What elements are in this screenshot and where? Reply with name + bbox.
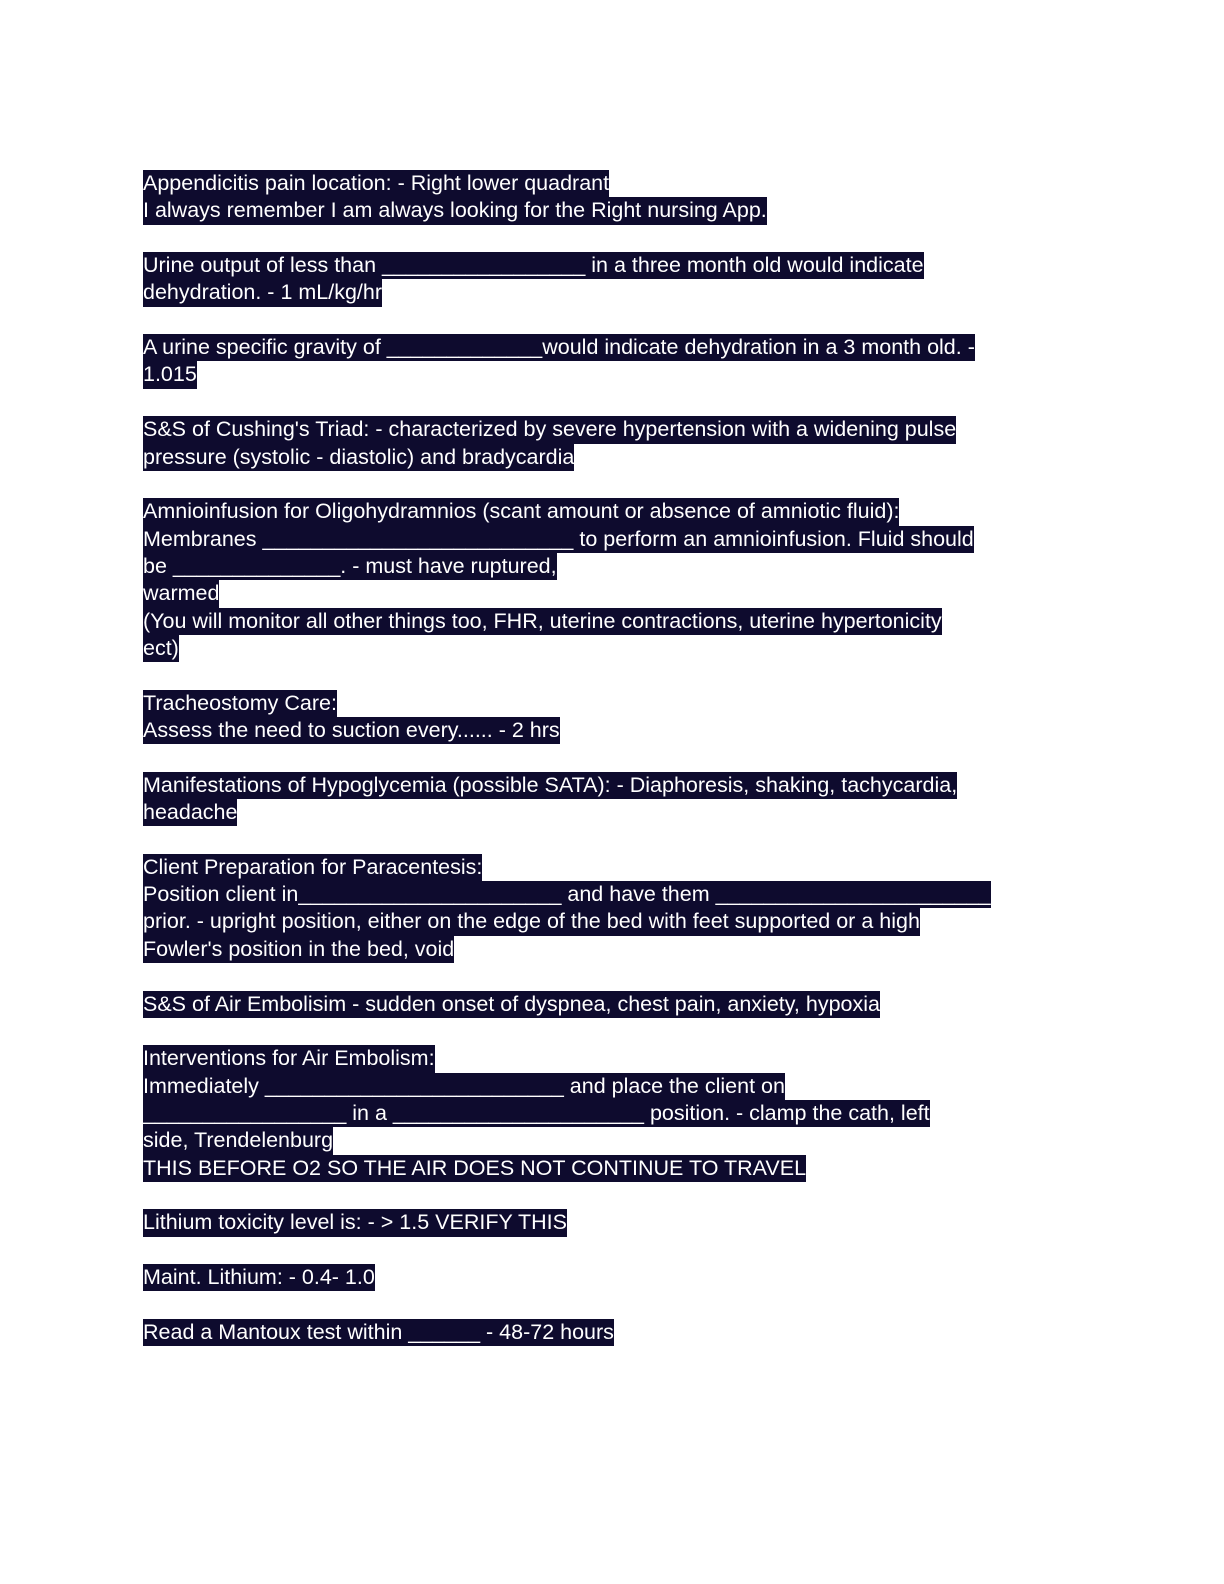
highlighted-text[interactable]: Membranes __________________________ to perform an amnioinfusion. Fluid should (143, 526, 974, 553)
highlighted-text[interactable]: I always remember I am always looking for the Right nursing App. (143, 197, 767, 224)
note-line (143, 772, 1083, 799)
note-line (143, 197, 1083, 224)
note-specific-gravity (143, 334, 1083, 389)
highlighted-text[interactable]: pressure (systolic - diastolic) and bradycardia (143, 444, 574, 471)
note-line (143, 1209, 1083, 1236)
note-line (143, 444, 1083, 471)
note-lithium-maintenance (143, 1264, 1083, 1291)
highlighted-text[interactable]: S&S of Cushing's Triad: - characterized by severe hypertension with a widening pulse (143, 416, 956, 443)
note-line (143, 553, 1083, 580)
note-line (143, 1045, 1083, 1072)
note-line (143, 908, 1083, 935)
note-line (143, 635, 1083, 662)
highlighted-text[interactable]: Lithium toxicity level is: - > 1.5 VERIFY THIS (143, 1209, 567, 1236)
note-line (143, 991, 1083, 1018)
note-line (143, 580, 1083, 607)
highlighted-text[interactable]: Amnioinfusion for Oligohydramnios (scant amount or absence of amniotic fluid): (143, 498, 899, 525)
note-line (143, 690, 1083, 717)
note-line (143, 881, 1083, 908)
note-hypoglycemia (143, 772, 1083, 827)
highlighted-text[interactable]: (You will monitor all other things too, FHR, uterine contractions, uterine hypertonicity (143, 608, 942, 635)
note-line (143, 1100, 1083, 1127)
note-line (143, 1264, 1083, 1291)
note-mantoux-test (143, 1319, 1083, 1346)
note-line (143, 936, 1083, 963)
note-urine-output (143, 252, 1083, 307)
note-line (143, 799, 1083, 826)
note-line (143, 1155, 1083, 1182)
highlighted-text[interactable]: 1.015 (143, 361, 197, 388)
highlighted-text[interactable]: Read a Mantoux test within ______ - 48-72 hours (143, 1319, 614, 1346)
highlighted-text[interactable]: Urine output of less than _________________ in a three month old would indicate (143, 252, 924, 279)
note-line (143, 252, 1083, 279)
highlighted-text[interactable]: prior. - upright position, either on the edge of the bed with feet supported or a high (143, 908, 920, 935)
note-paracentesis (143, 854, 1083, 963)
note-air-embolism-signs (143, 991, 1083, 1018)
highlighted-text[interactable]: _________________ in a _____________________ position. - clamp the cath, left (143, 1100, 930, 1127)
note-line (143, 170, 1083, 197)
note-line (143, 416, 1083, 443)
note-cushings-triad (143, 416, 1083, 471)
highlighted-text[interactable]: Client Preparation for Paracentesis: (143, 854, 482, 881)
note-amnioinfusion (143, 498, 1083, 662)
note-line (143, 1319, 1083, 1346)
document-page (143, 170, 1083, 1374)
highlighted-text[interactable]: be ______________. - must have ruptured, (143, 553, 557, 580)
highlighted-text[interactable]: dehydration. - 1 mL/kg/hr (143, 279, 382, 306)
note-line (143, 279, 1083, 306)
highlighted-text[interactable]: Immediately _________________________ and place the client on (143, 1073, 785, 1100)
highlighted-text[interactable]: ect) (143, 635, 179, 662)
highlighted-text[interactable]: side, Trendelenburg (143, 1127, 333, 1154)
note-appendicitis (143, 170, 1083, 225)
highlighted-text[interactable]: Interventions for Air Embolism: (143, 1045, 435, 1072)
highlighted-text[interactable]: Tracheostomy Care: (143, 690, 337, 717)
highlighted-text[interactable]: warmed (143, 580, 219, 607)
note-air-embolism-interventions (143, 1045, 1083, 1181)
note-line (143, 717, 1083, 744)
note-line (143, 334, 1083, 361)
note-tracheostomy (143, 690, 1083, 745)
highlighted-text[interactable]: THIS BEFORE O2 SO THE AIR DOES NOT CONTINUE TO TRAVEL (143, 1155, 806, 1182)
note-line (143, 1073, 1083, 1100)
highlighted-text[interactable]: Position client in______________________ and have them _______________________ (143, 881, 991, 908)
highlighted-text[interactable]: Appendicitis pain location: - Right lower quadrant (143, 170, 609, 197)
note-lithium-toxicity (143, 1209, 1083, 1236)
note-line (143, 608, 1083, 635)
highlighted-text[interactable]: S&S of Air Embolisim - sudden onset of dyspnea, chest pain, anxiety, hypoxia (143, 991, 880, 1018)
highlighted-text[interactable]: Fowler's position in the bed, void (143, 936, 454, 963)
note-line (143, 361, 1083, 388)
note-line (143, 526, 1083, 553)
note-line (143, 498, 1083, 525)
highlighted-text[interactable]: Maint. Lithium: - 0.4- 1.0 (143, 1264, 375, 1291)
note-line (143, 1127, 1083, 1154)
highlighted-text[interactable]: headache (143, 799, 237, 826)
note-line (143, 854, 1083, 881)
highlighted-text[interactable]: Assess the need to suction every...... - 2 hrs (143, 717, 560, 744)
highlighted-text[interactable]: A urine specific gravity of _____________would indicate dehydration in a 3 month old. - (143, 334, 975, 361)
highlighted-text[interactable]: Manifestations of Hypoglycemia (possible SATA): - Diaphoresis, shaking, tachycardia, (143, 772, 957, 799)
